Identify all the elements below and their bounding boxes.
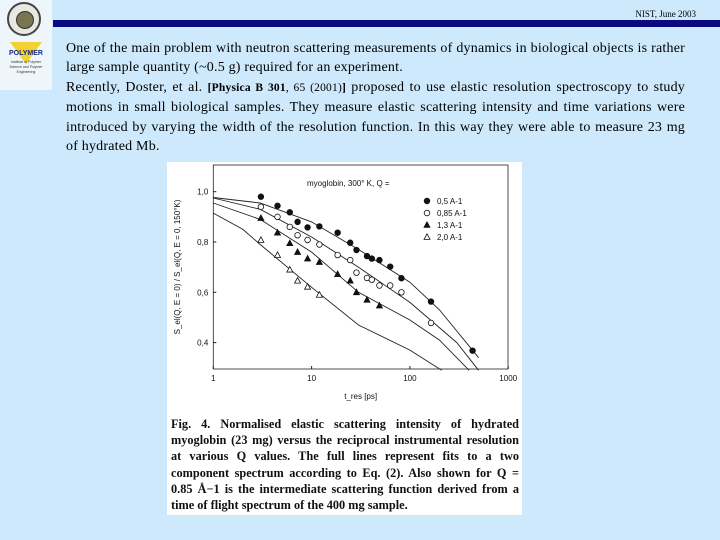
data-point	[316, 292, 322, 298]
y-tick-label: 1,0	[197, 187, 209, 197]
data-point	[399, 290, 405, 296]
x-tick-label: 1000	[499, 374, 518, 383]
legend-marker	[424, 222, 430, 228]
legend-marker	[424, 210, 430, 216]
plot-frame	[213, 165, 508, 369]
data-point	[287, 210, 293, 216]
chart	[167, 162, 522, 412]
y-axis-label: S_el(Q, E = 0) / S_el(Q, E = 0, 150°K)	[173, 199, 182, 335]
polymer-logo-name: POLYMER	[9, 50, 43, 57]
university-seal-logo	[7, 2, 41, 36]
reference	[208, 82, 346, 94]
legend-label: 0,5 A-1	[437, 197, 463, 206]
legend-marker	[424, 198, 430, 204]
ref-rest: , 65 (2001)	[285, 81, 342, 94]
data-point	[258, 194, 264, 200]
data-point	[428, 299, 434, 305]
data-point	[347, 257, 353, 263]
data-point	[428, 320, 434, 326]
data-point	[317, 224, 323, 230]
legend-label: 0,85 A-1	[437, 209, 467, 218]
y-tick-label: 0,4	[197, 338, 209, 348]
data-point	[364, 297, 370, 303]
logo-column	[0, 0, 52, 90]
data-point	[275, 203, 281, 209]
x-tick-label: 100	[403, 374, 417, 383]
data-point	[317, 242, 323, 248]
data-point	[347, 240, 353, 246]
data-point	[258, 215, 264, 221]
data-point	[335, 271, 341, 277]
data-point	[305, 225, 311, 231]
header-note: NIST, June 2003	[635, 9, 696, 19]
data-point	[258, 204, 264, 210]
fit-line-3	[213, 213, 441, 370]
data-point	[347, 278, 353, 284]
data-point	[470, 348, 476, 354]
ref-bold: [Physica B 301	[207, 81, 286, 94]
data-point	[354, 247, 360, 253]
fit-line-2	[213, 203, 469, 370]
data-point	[275, 229, 281, 235]
data-point	[287, 224, 293, 230]
data-point	[369, 256, 375, 262]
data-point	[377, 257, 383, 263]
data-point	[387, 283, 393, 289]
data-point	[335, 252, 341, 258]
paragraph-1: One of the main problem with neutron scattering measurements of dynamics in biological objects is rather large sample quantity (~0.5 g) required for an experiment.	[66, 41, 685, 76]
polymer-logo-subtitle: Institute of Polymer Science and Polymer Engineering	[9, 60, 43, 74]
x-tick-label: 1	[211, 374, 216, 383]
data-point	[399, 275, 405, 281]
x-tick-label: 10	[307, 374, 317, 383]
data-point	[275, 214, 281, 220]
data-point	[295, 232, 301, 238]
data-point	[387, 264, 393, 270]
y-tick-label: 0,6	[197, 288, 209, 298]
chart-title: myoglobin, 300° K, Q =	[307, 179, 390, 188]
data-point	[377, 283, 383, 289]
data-point	[335, 230, 341, 236]
data-point	[258, 237, 264, 243]
data-point	[295, 278, 301, 284]
polymer-institute-logo	[6, 42, 46, 88]
data-point	[305, 284, 311, 290]
data-point	[275, 252, 281, 258]
paragraph-2	[66, 78, 685, 157]
legend-label: 2,0 A-1	[437, 233, 463, 242]
p2-end: proposed to use elastic resolution spectroscopy to study motions in small biological samples. They measure elastic scattering intensity and time variations were introduced by varying the width of the resolution function. In this way they were able to measure 23 mg of hydrated Mb.	[66, 79, 686, 155]
slide-body	[66, 39, 685, 156]
ref-close: ]	[341, 81, 347, 94]
figure-caption: Fig. 4. Normalised elastic scattering intensity of hydrated myoglobin (23 mg) versus the reciprocal instrumental resolution at various Q values. The full lines represent fits to a two component spectrum according to Eq. (2). Also shown for Q = 0.85 Å−1 is the intermediate scattering function derived from a time of flight spectrum of the 400 mg sample.	[171, 417, 519, 513]
figure	[167, 162, 522, 515]
data-point	[295, 249, 301, 255]
p2-start: Recently, Doster, et al.	[66, 79, 208, 95]
data-point	[295, 219, 301, 225]
data-point	[354, 270, 360, 276]
x-axis-label: t_res [ps]	[344, 392, 378, 401]
legend-label: 1,3 A-1	[437, 221, 463, 230]
header-bar	[53, 20, 720, 27]
legend-marker	[424, 234, 430, 240]
data-point	[305, 237, 311, 243]
data-point	[316, 259, 322, 265]
data-point	[369, 277, 375, 283]
data-point	[287, 240, 293, 246]
y-tick-label: 0,8	[197, 238, 209, 247]
data-point	[305, 255, 311, 261]
